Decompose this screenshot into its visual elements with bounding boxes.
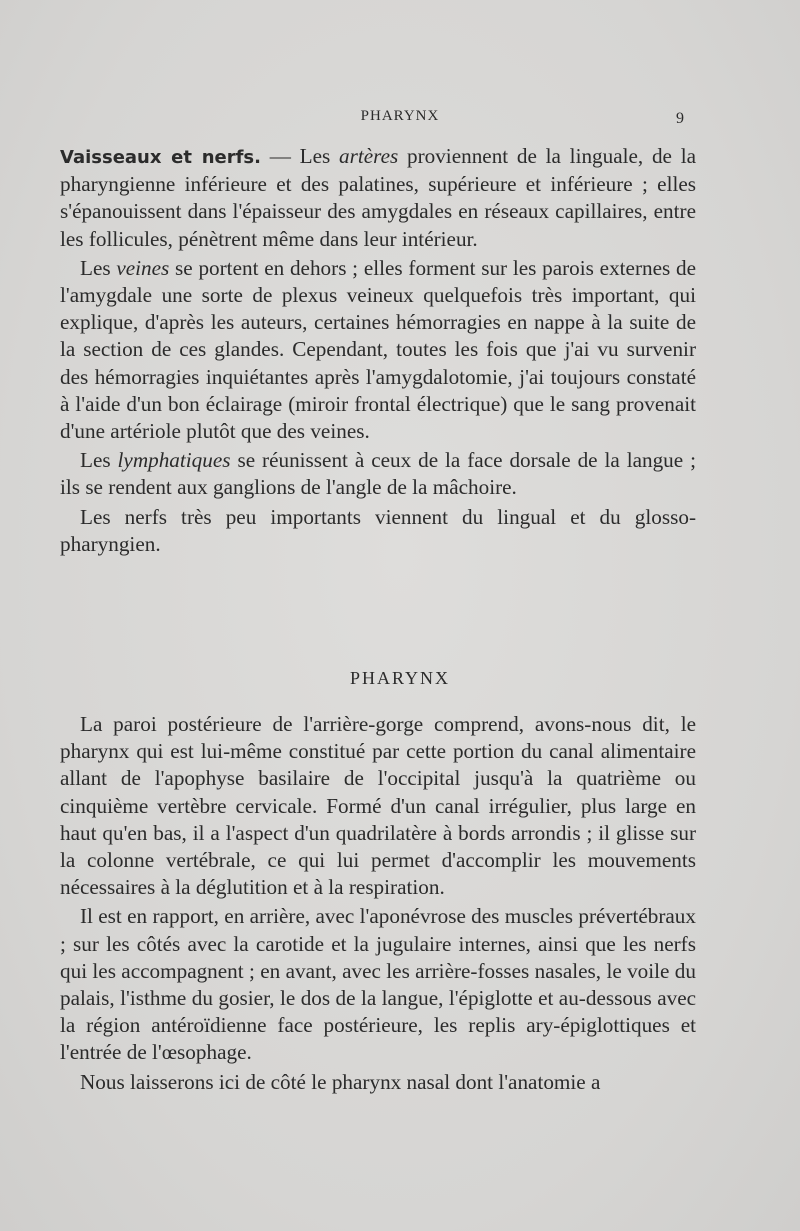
paragraph-text: proviennent de la linguale, de la pharyngienne inférieure et des palatines, supérieure et inférieure ; elles s'épanouissent dans l'épaisseur des amygdales en réseaux capillaires, entre les follicules, pénètrent même dans leur intérieur. xyxy=(60,144,696,251)
paragraph-text: se réunissent à ceux de la face dorsale de la langue ; ils se rendent aux ganglions de l'angle de la mâchoire. xyxy=(60,448,696,500)
paragraph-pharynx-relations: Il est en rapport, en arrière, avec l'aponévrose des muscles prévertébraux ; sur les côtés avec la carotide et la jugulaire internes, ainsi que les nerfs qui les accompagnent ; en avant, avec les arrière-fosses nasales, le voile du palais, l'isthme du gosier, le dos de la langue, l'épiglotte et au-dessous avec la région antéroïdienne face postérieure, les replis ary-épiglottiques et l'entrée de l'œsophage. xyxy=(60,904,696,1065)
paragraph-lymphatics xyxy=(60,447,696,501)
paragraph-text: Les xyxy=(80,448,118,473)
italic-term: lymphatiques xyxy=(117,448,231,473)
paragraph-veins xyxy=(60,255,696,445)
section-vessels-nerves xyxy=(60,143,696,558)
paragraph-text: Les xyxy=(80,255,117,280)
paragraph-text: se portent en dehors ; elles forment sur les parois externes de l'amygdale une sorte de plexus veineux quelquefois très important, qui explique, d'après les auteurs, certaines hémorragies en nappe à la suite de la section de ces glandes. Cependant, toutes les fois que j'ai vu survenir des hémorragies inquiétantes après l'amygdalotomie, j'ai toujours constaté à l'aide d'un bon éclairage (miroir frontal électrique) que le sang provenait d'une artériole plutôt que des veines. xyxy=(60,255,696,444)
paragraph-pharynx-definition: La paroi postérieure de l'arrière-gorge comprend, avons-nous dit, le pharynx qui est lui-même constitué par cette portion du canal alimentaire allant de l'apophyse basilaire de l'occipital jusqu'à la quatrième ou cinquième vertèbre cervicale. Formé d'un canal irrégulier, plus large en haut qu'en bas, il a l'aspect d'un quadrilatère à bords arrondis ; il glisse sur la colonne vertébrale, ce qui lui permet d'accomplir les mouvements nécessaires à la déglutition et à la respiration. xyxy=(60,712,696,900)
section-pharynx xyxy=(60,711,696,1096)
paragraph-text: — Les xyxy=(260,144,339,168)
section-heading: PHARYNX xyxy=(349,668,451,688)
italic-term: veines xyxy=(116,255,170,280)
running-title: PHARYNX xyxy=(360,108,440,124)
paragraph-pharynx-nasal: Nous laisserons ici de côté le pharynx nasal dont l'anatomie a xyxy=(80,1069,601,1094)
running-head xyxy=(0,108,800,128)
paragraph-nerves: Les nerfs très peu importants viennent du lingual et du glosso-pharyngien. xyxy=(60,504,696,556)
subsection-title: Vaisseaux et nerfs. xyxy=(60,147,261,168)
italic-term: artères xyxy=(338,144,399,168)
paragraph-arteries xyxy=(60,143,696,253)
page-number: 9 xyxy=(676,110,684,127)
